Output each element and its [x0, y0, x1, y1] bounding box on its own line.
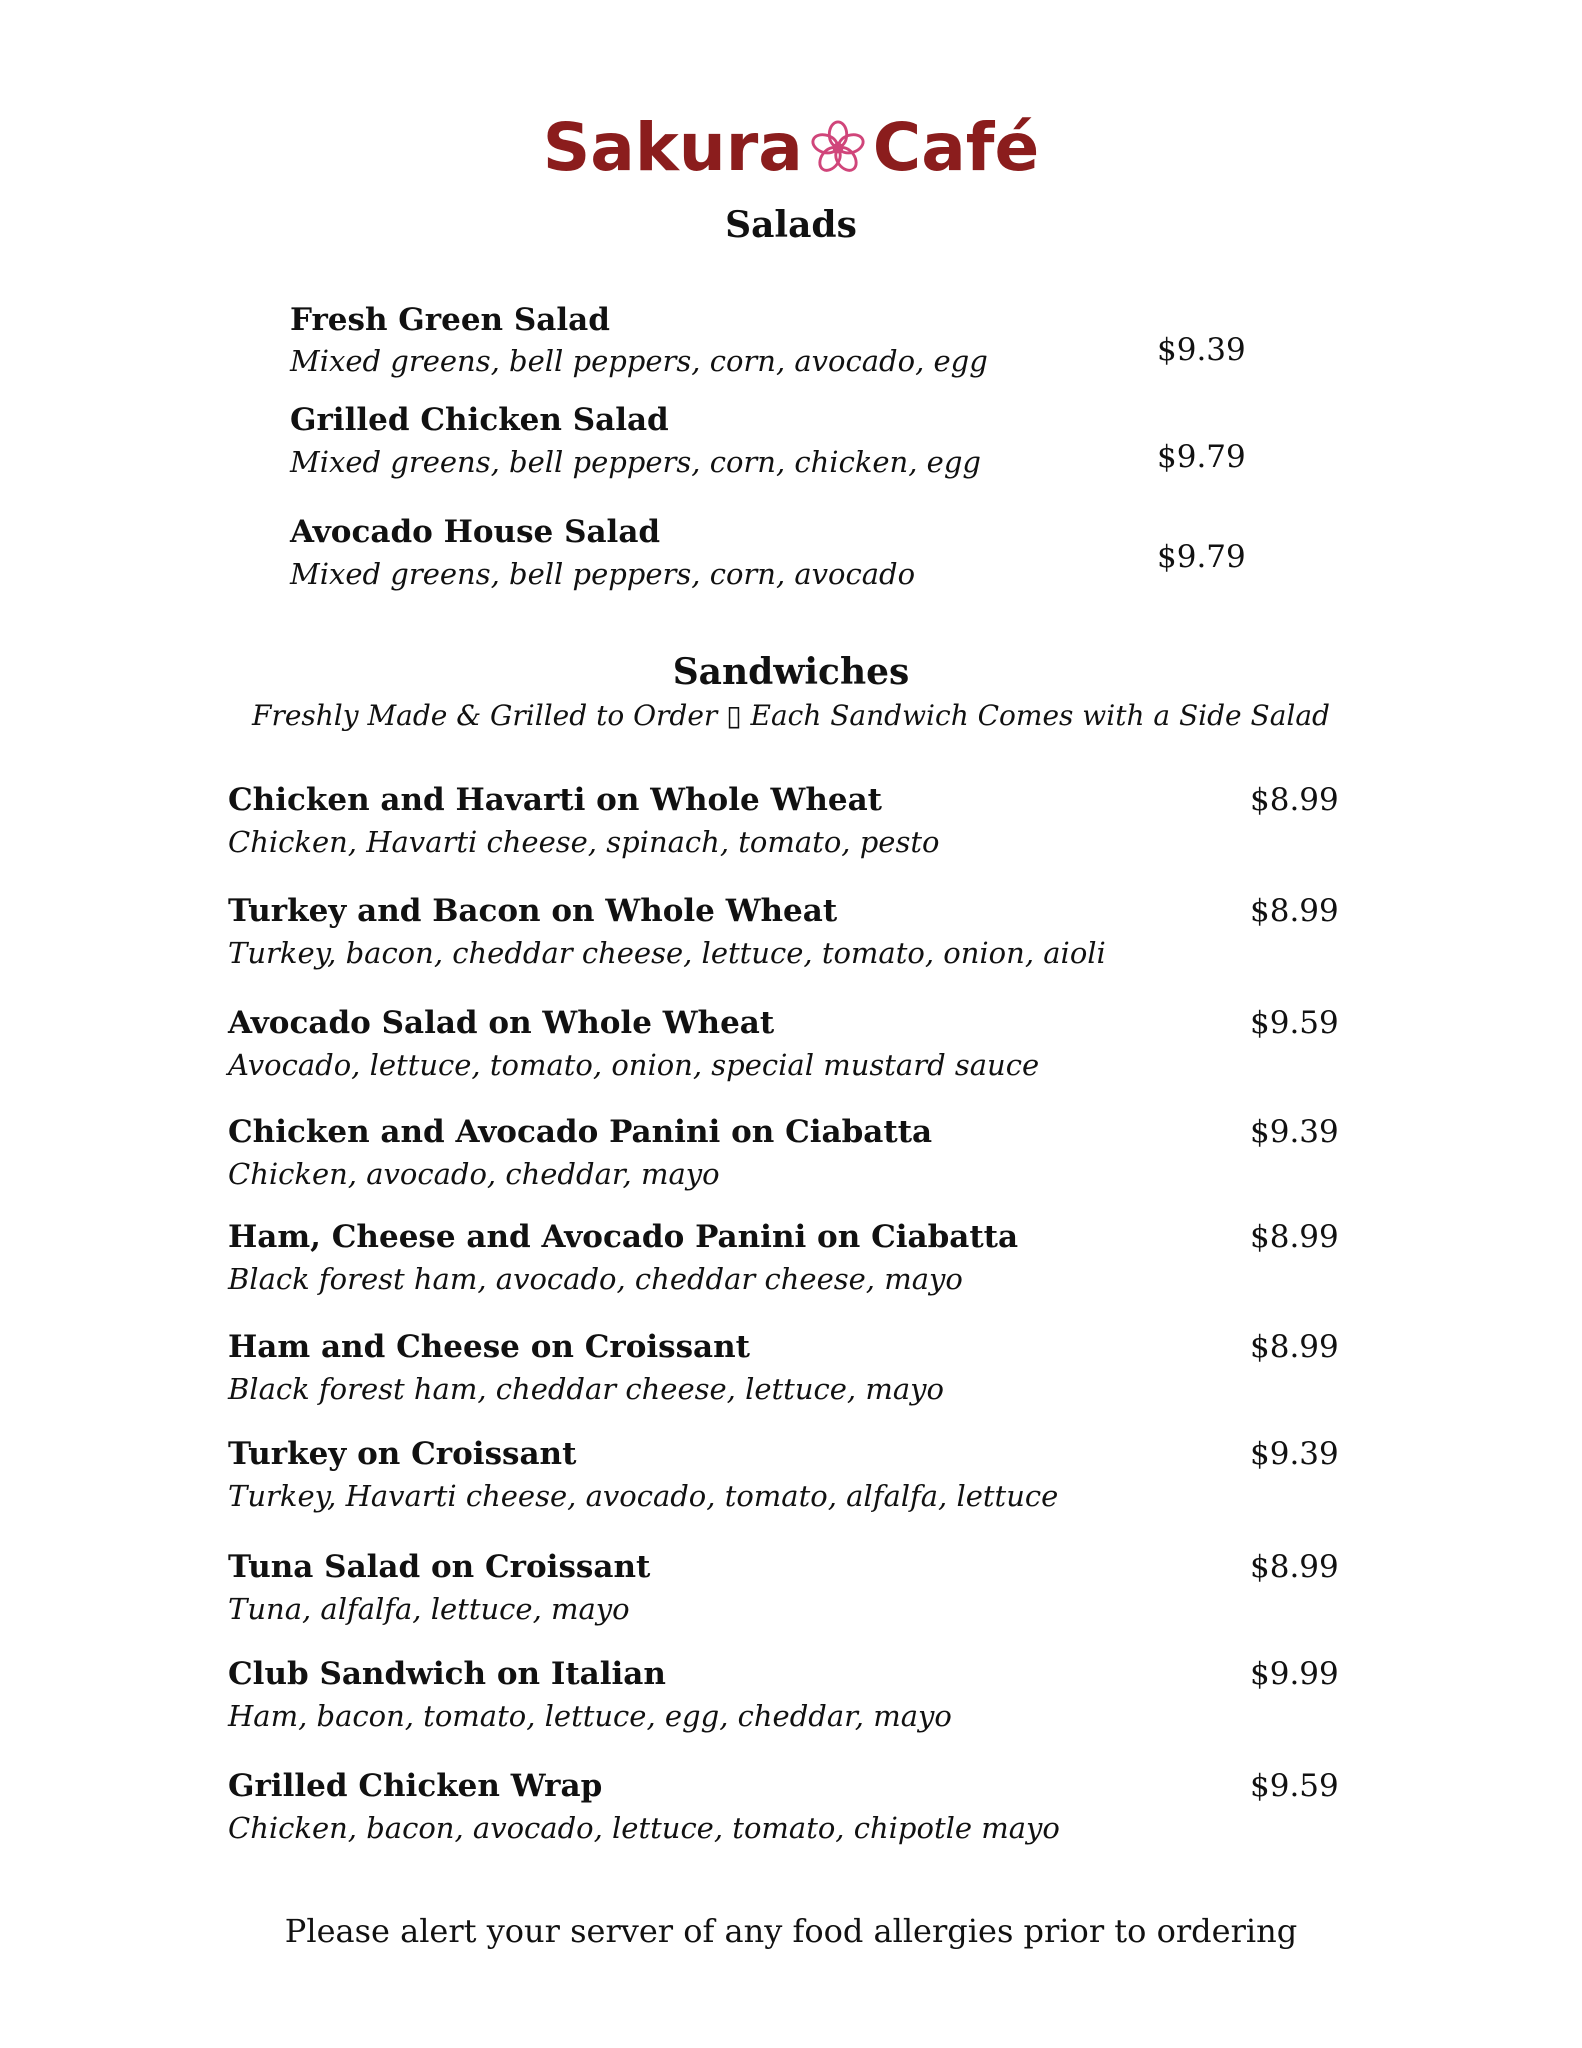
- sandwich-item-price: $8.99: [1250, 893, 1339, 929]
- salad-item-description: Mixed greens, bell peppers, corn, chicken, egg: [290, 445, 981, 479]
- salad-item-name: Avocado House Salad: [290, 514, 661, 550]
- sandwich-item-description: Tuna, alfalfa, lettuce, mayo: [228, 1592, 630, 1626]
- salad-item-description: Mixed greens, bell peppers, corn, avocado, egg: [290, 344, 988, 378]
- sandwich-item-name: Avocado Salad on Whole Wheat: [228, 1005, 775, 1041]
- logo-word-cafe: Café: [872, 108, 1040, 186]
- salads-heading: Salads: [725, 204, 857, 246]
- salad-item-name: Fresh Green Salad: [290, 302, 610, 338]
- cherry-blossom-icon: [809, 119, 867, 177]
- sandwich-item-description: Ham, bacon, tomato, lettuce, egg, cheddar, mayo: [228, 1699, 952, 1733]
- sandwich-item-name: Ham and Cheese on Croissant: [228, 1329, 751, 1365]
- sandwich-item-price: $8.99: [1250, 782, 1339, 818]
- sandwich-item-description: Black forest ham, avocado, cheddar cheese, mayo: [228, 1262, 963, 1296]
- logo-word-sakura: Sakura: [542, 108, 803, 186]
- salad-item-price: $9.79: [1157, 539, 1246, 575]
- salad-item-price: $9.79: [1157, 439, 1246, 475]
- sandwich-item-price: $9.59: [1250, 1768, 1339, 1804]
- salad-item-name: Grilled Chicken Salad: [290, 402, 669, 438]
- sandwich-item-name: Turkey and Bacon on Whole Wheat: [228, 893, 838, 929]
- sandwich-item-name: Tuna Salad on Croissant: [228, 1549, 651, 1585]
- sandwich-item-price: $8.99: [1250, 1549, 1339, 1585]
- sakura-cafe-logo: [0, 104, 1582, 188]
- sandwich-item-name: Grilled Chicken Wrap: [228, 1768, 603, 1804]
- sandwich-item-name: Ham, Cheese and Avocado Panini on Ciabatta: [228, 1219, 1019, 1255]
- salad-item-description: Mixed greens, bell peppers, corn, avocado: [290, 557, 916, 591]
- sandwiches-heading: Sandwiches: [672, 651, 910, 693]
- sandwich-item-price: $8.99: [1250, 1329, 1339, 1365]
- sandwich-item-description: Black forest ham, cheddar cheese, lettuce, mayo: [228, 1372, 944, 1406]
- sandwich-item-price: $9.99: [1250, 1656, 1339, 1692]
- sandwich-item-name: Club Sandwich on Italian: [228, 1656, 666, 1692]
- sandwich-item-name: Chicken and Avocado Panini on Ciabatta: [228, 1114, 933, 1150]
- sandwich-item-name: Chicken and Havarti on Whole Wheat: [228, 782, 882, 818]
- sandwich-item-description: Turkey, Havarti cheese, avocado, tomato, alfalfa, lettuce: [228, 1479, 1059, 1513]
- sandwich-item-price: $9.39: [1250, 1114, 1339, 1150]
- sandwich-item-description: Turkey, bacon, cheddar cheese, lettuce, tomato, onion, aioli: [228, 936, 1106, 970]
- sandwich-item-price: $9.59: [1250, 1005, 1339, 1041]
- sandwich-item-price: $9.39: [1250, 1436, 1339, 1472]
- sandwich-item-description: Avocado, lettuce, tomato, onion, special mustard sauce: [228, 1048, 1040, 1082]
- sandwich-item-description: Chicken, Havarti cheese, spinach, tomato, pesto: [228, 825, 940, 859]
- sandwich-item-description: Chicken, bacon, avocado, lettuce, tomato, chipotle mayo: [228, 1811, 1060, 1845]
- sandwich-item-name: Turkey on Croissant: [228, 1436, 577, 1472]
- salad-item-price: $9.39: [1157, 332, 1246, 368]
- sandwich-item-price: $8.99: [1250, 1219, 1339, 1255]
- sandwich-item-description: Chicken, avocado, cheddar, mayo: [228, 1157, 720, 1191]
- sandwiches-subtitle: Freshly Made & Grilled to Order ▯ Each Sandwich Comes with a Side Salad: [252, 699, 1330, 732]
- allergy-notice: Please alert your server of any food allergies prior to ordering: [284, 1912, 1298, 1950]
